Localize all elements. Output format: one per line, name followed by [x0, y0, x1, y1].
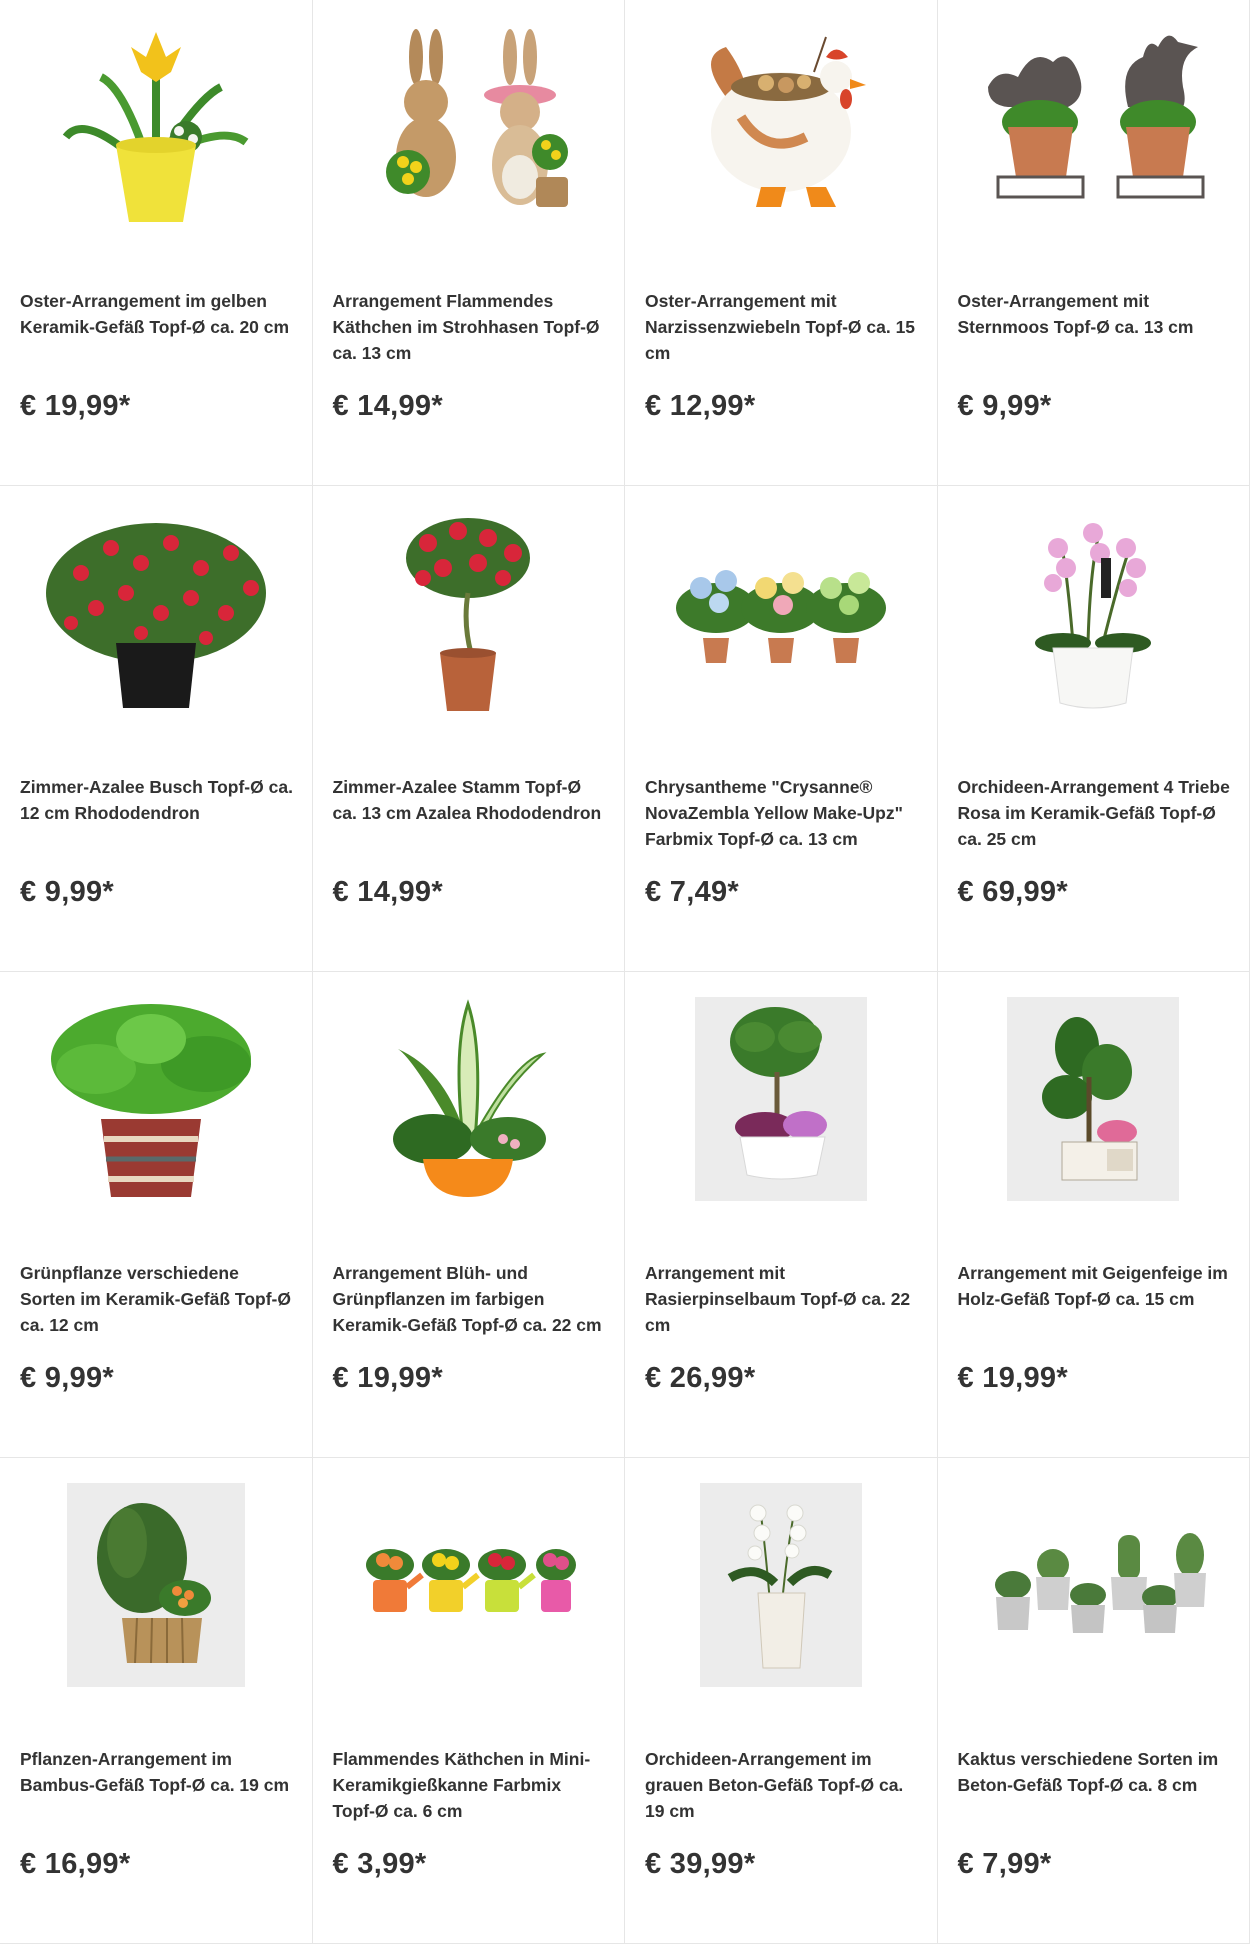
- product-title[interactable]: Zimmer-Azalee Stamm Topf-Ø ca. 13 cm Azalea Rhododendron: [332, 777, 602, 823]
- product-title[interactable]: Arrangement mit Geigenfeige im Holz-Gefäß Topf-Ø ca. 15 cm: [957, 1263, 1228, 1309]
- product-price: € 39,99*: [645, 1848, 756, 1880]
- product-card[interactable]: [625, 972, 938, 1458]
- product-title[interactable]: Chrysantheme "Crysanne® NovaZembla Yellow Make-Upz" Farbmix Topf-Ø ca. 13 cm: [645, 777, 903, 849]
- product-card[interactable]: [938, 0, 1250, 486]
- product-image[interactable]: [20, 508, 292, 718]
- product-price: € 3,99*: [332, 1848, 427, 1880]
- product-image[interactable]: [645, 22, 917, 232]
- product-title[interactable]: Grünpflanze verschiedene Sorten im Keramik-Gefäß Topf-Ø ca. 12 cm: [20, 1263, 291, 1335]
- product-card[interactable]: [625, 486, 938, 972]
- product-price: € 14,99*: [332, 876, 443, 908]
- shaving-brush-tree-icon: [695, 997, 867, 1201]
- product-image[interactable]: [645, 1480, 917, 1690]
- product-image[interactable]: [333, 1480, 605, 1690]
- product-price: € 9,99*: [957, 390, 1052, 422]
- azalea-tree-icon: [393, 513, 543, 713]
- cactus-concrete-pots-icon: [978, 1515, 1208, 1655]
- product-price: € 7,49*: [645, 876, 740, 908]
- product-title[interactable]: Flammendes Käthchen in Mini-Keramikgießkanne Farbmix Topf-Ø ca. 6 cm: [332, 1749, 591, 1821]
- product-card[interactable]: [0, 972, 313, 1458]
- straw-bunny-arrangement-icon: [358, 27, 578, 227]
- product-card[interactable]: [313, 1458, 626, 1944]
- product-price: € 69,99*: [957, 876, 1068, 908]
- product-image[interactable]: [20, 22, 292, 232]
- product-price: € 16,99*: [20, 1848, 131, 1880]
- product-title[interactable]: Arrangement Flammendes Käthchen im Strohhasen Topf-Ø ca. 13 cm: [332, 291, 600, 363]
- product-image[interactable]: [333, 994, 605, 1204]
- product-card[interactable]: [938, 486, 1250, 972]
- product-card[interactable]: [938, 972, 1250, 1458]
- product-image[interactable]: [958, 1480, 1230, 1690]
- product-image[interactable]: [333, 508, 605, 718]
- product-image[interactable]: [20, 994, 292, 1204]
- fern-bamboo-pot-icon: [67, 1483, 245, 1687]
- product-title[interactable]: Pflanzen-Arrangement im Bambus-Gefäß Topf-Ø ca. 19 cm: [20, 1749, 290, 1795]
- product-image[interactable]: [645, 994, 917, 1204]
- azalea-bush-icon: [41, 513, 271, 713]
- product-card[interactable]: [625, 0, 938, 486]
- product-card[interactable]: [0, 1458, 313, 1944]
- product-card[interactable]: [625, 1458, 938, 1944]
- product-price: € 26,99*: [645, 1362, 756, 1394]
- product-price: € 19,99*: [20, 390, 131, 422]
- product-card[interactable]: [313, 486, 626, 972]
- product-price: € 9,99*: [20, 1362, 115, 1394]
- product-price: € 7,99*: [957, 1848, 1052, 1880]
- product-image[interactable]: [333, 22, 605, 232]
- green-plant-patterned-pot-icon: [36, 999, 276, 1199]
- product-card[interactable]: [0, 486, 313, 972]
- fiddle-leaf-fig-crate-icon: [1007, 997, 1179, 1201]
- yellow-bromelia-pot-icon: [61, 27, 251, 227]
- product-title[interactable]: Arrangement mit Rasierpinselbaum Topf-Ø ca. 22 cm: [645, 1263, 911, 1335]
- product-image[interactable]: [958, 994, 1230, 1204]
- product-title[interactable]: Orchideen-Arrangement 4 Triebe Rosa im Keramik-Gefäß Topf-Ø ca. 25 cm: [957, 777, 1230, 849]
- product-price: € 19,99*: [332, 1362, 443, 1394]
- product-card[interactable]: [313, 972, 626, 1458]
- product-image[interactable]: [958, 22, 1230, 232]
- mixed-plants-orange-bowl-icon: [383, 999, 553, 1199]
- watering-can-kalanchoe-icon: [358, 1525, 578, 1645]
- product-card[interactable]: [0, 0, 313, 486]
- product-price: € 12,99*: [645, 390, 756, 422]
- product-price: € 9,99*: [20, 876, 115, 908]
- product-title[interactable]: Oster-Arrangement mit Sternmoos Topf-Ø ca. 13 cm: [957, 291, 1194, 337]
- product-title[interactable]: Zimmer-Azalee Busch Topf-Ø ca. 12 cm Rhododendron: [20, 777, 293, 823]
- product-title[interactable]: Kaktus verschiedene Sorten im Beton-Gefäß Topf-Ø ca. 8 cm: [957, 1749, 1219, 1795]
- star-moss-pots-icon: [978, 27, 1208, 227]
- product-card[interactable]: [938, 1458, 1250, 1944]
- product-image[interactable]: [645, 508, 917, 718]
- white-orchid-vase-icon: [700, 1483, 862, 1687]
- product-price: € 14,99*: [332, 390, 443, 422]
- product-price: € 19,99*: [957, 1362, 1068, 1394]
- product-image[interactable]: [20, 1480, 292, 1690]
- ceramic-hen-planter-icon: [686, 27, 876, 227]
- product-title[interactable]: Arrangement Blüh- und Grünpflanzen im farbigen Keramik-Gefäß Topf-Ø ca. 22 cm: [332, 1263, 602, 1335]
- product-title[interactable]: Oster-Arrangement mit Narzissenzwiebeln Topf-Ø ca. 15 cm: [645, 291, 916, 363]
- pink-orchid-icon: [1028, 513, 1158, 713]
- chrysanthemum-trio-icon: [671, 553, 891, 673]
- product-image[interactable]: [958, 508, 1230, 718]
- product-card[interactable]: [313, 0, 626, 486]
- product-title[interactable]: Oster-Arrangement im gelben Keramik-Gefäß Topf-Ø ca. 20 cm: [20, 291, 290, 337]
- product-title[interactable]: Orchideen-Arrangement im grauen Beton-Gefäß Topf-Ø ca. 19 cm: [645, 1749, 904, 1821]
